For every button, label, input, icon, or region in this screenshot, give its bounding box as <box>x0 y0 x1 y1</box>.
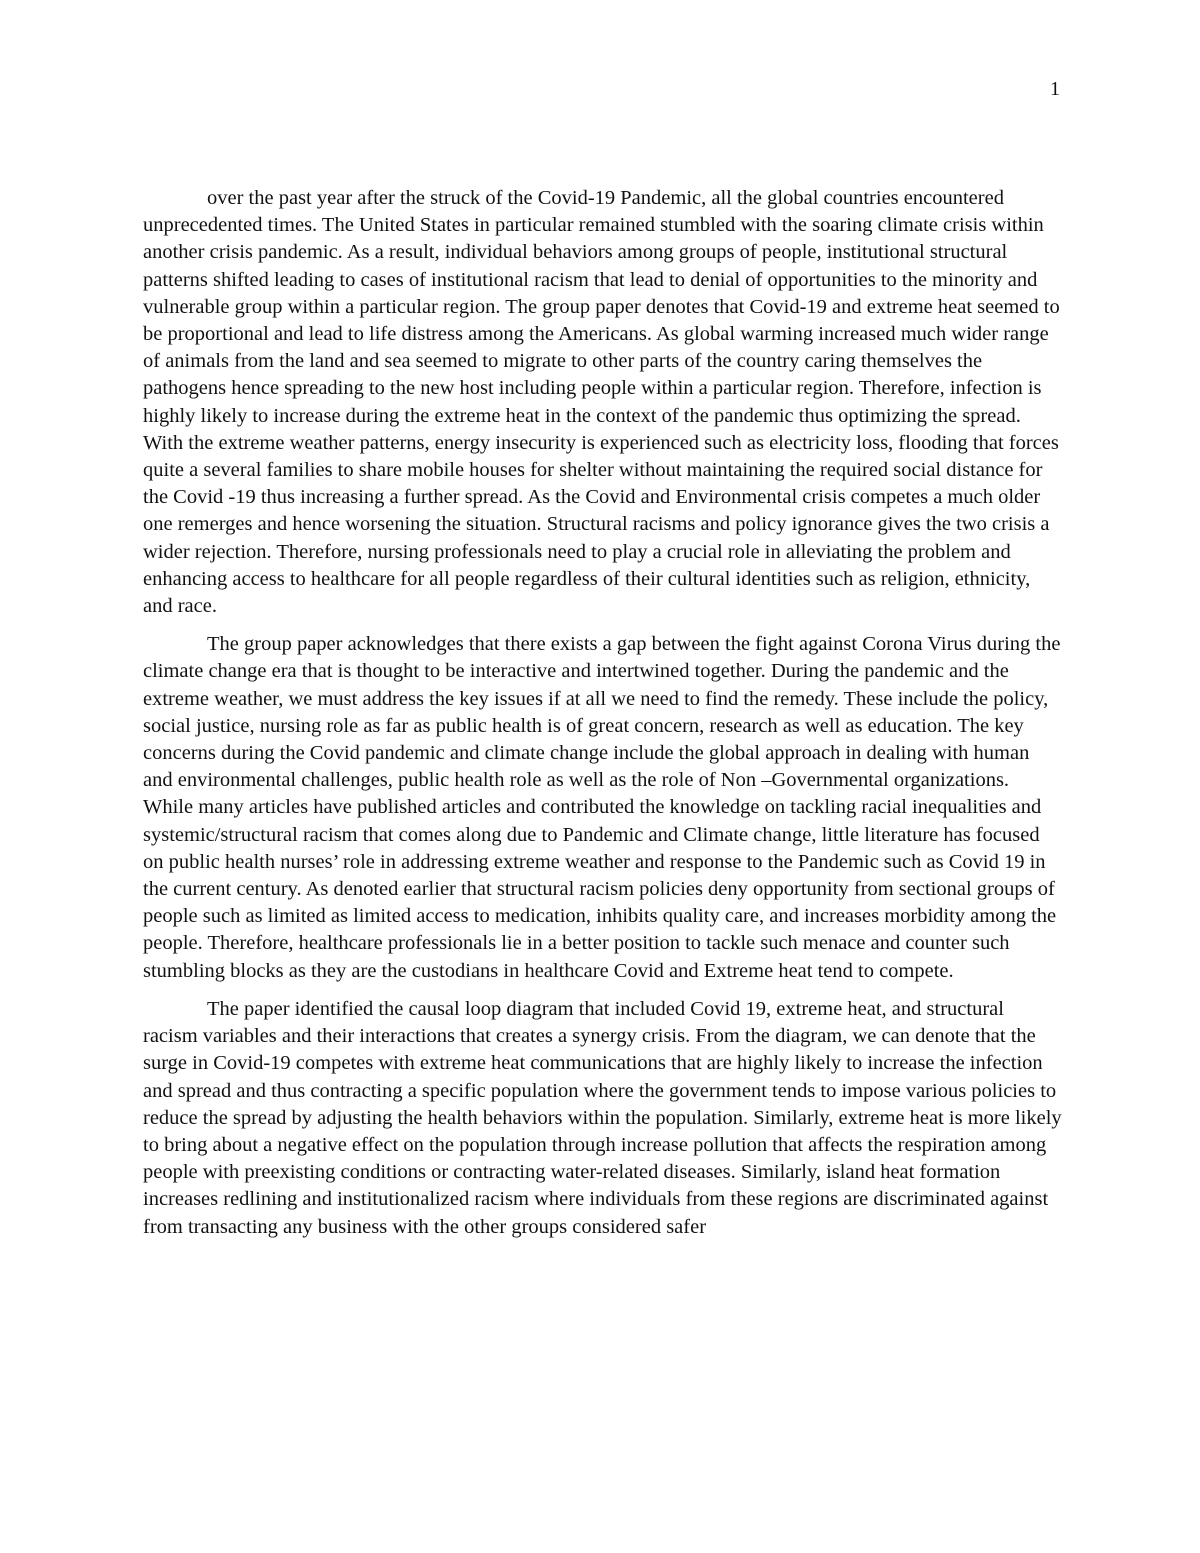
paragraph-1: over the past year after the struck of the Covid-19 Pandemic, all the global countries encountered unprecedented times. The United States in particular remained stumbled with the soaring climate crisis within another crisis pandemic. As a result, individual behaviors among groups of people, institutional structural patterns shifted leading to cases of institutional racism that lead to denial of opportunities to the minority and vulnerable group within a particular region. The group paper denotes that Covid-19 and extreme heat seemed to be proportional and lead to life distress among the Americans. As global warming increased much wider range of animals from the land and sea seemed to migrate to other parts of the country caring themselves the pathogens hence spreading to the new host including people within a particular region. Therefore, infection is highly likely to increase during the extreme heat in the context of the pandemic thus optimizing the spread. With the extreme weather patterns, energy insecurity is experienced such as electricity loss, flooding that forces quite a several families to share mobile houses for shelter without maintaining the required social distance for the Covid -19 thus increasing a further spread. As the Covid and Environmental crisis competes a much older one remerges and hence worsening the situation. Structural racisms and policy ignorance gives the two crisis a wider rejection. Therefore, nursing professionals need to play a crucial role in alleviating the problem and enhancing access to healthcare for all people regardless of their cultural identities such as religion, ethnicity, and race. <box>143 187 1060 618</box>
paragraph-3: The paper identified the causal loop diagram that included Covid 19, extreme heat, and structural racism variables and their interactions that creates a synergy crisis. From the diagram, we can denote that the surge in Covid-19 competes with extreme heat communications that are highly likely to increase the infection and spread and thus contracting a specific population where the government tends to impose various policies to reduce the spread by adjusting the health behaviors within the population. Similarly, extreme heat is more likely to bring about a negative effect on the population through increase pollution that affects the respiration among people with preexisting conditions or contracting water-related diseases. Similarly, island heat formation increases redlining and institutionalized racism where individuals from these regions are discriminated against from transacting any business with the other groups considered safer <box>143 997 1062 1238</box>
page-number: 1 <box>1050 78 1060 100</box>
document-body <box>143 185 1063 1252</box>
paragraph-2: The group paper acknowledges that there exists a gap between the fight against Corona Virus during the climate change era that is thought to be interactive and intertwined together. During the pandemic and the extreme weather, we must address the key issues if at all we need to find the remedy. These include the policy, social justice, nursing role as far as public health is of great concern, research as well as education. The key concerns during the Covid pandemic and climate change include the global approach in dealing with human and environmental challenges, public health role as well as the role of Non –Governmental organizations. While many articles have published articles and contributed the knowledge on tackling racial inequalities and systemic/structural racism that comes along due to Pandemic and Climate change, little literature has focused on public health nurses’ role in addressing extreme weather and response to the Pandemic such as Covid 19 in the current century. As denoted earlier that structural racism policies deny opportunity from sectional groups of people such as limited as limited access to medication, inhibits quality care, and increases morbidity among the people. Therefore, healthcare professionals lie in a better position to tackle such menace and counter such stumbling blocks as they are the custodians in healthcare Covid and Extreme heat tend to compete. <box>143 633 1061 982</box>
